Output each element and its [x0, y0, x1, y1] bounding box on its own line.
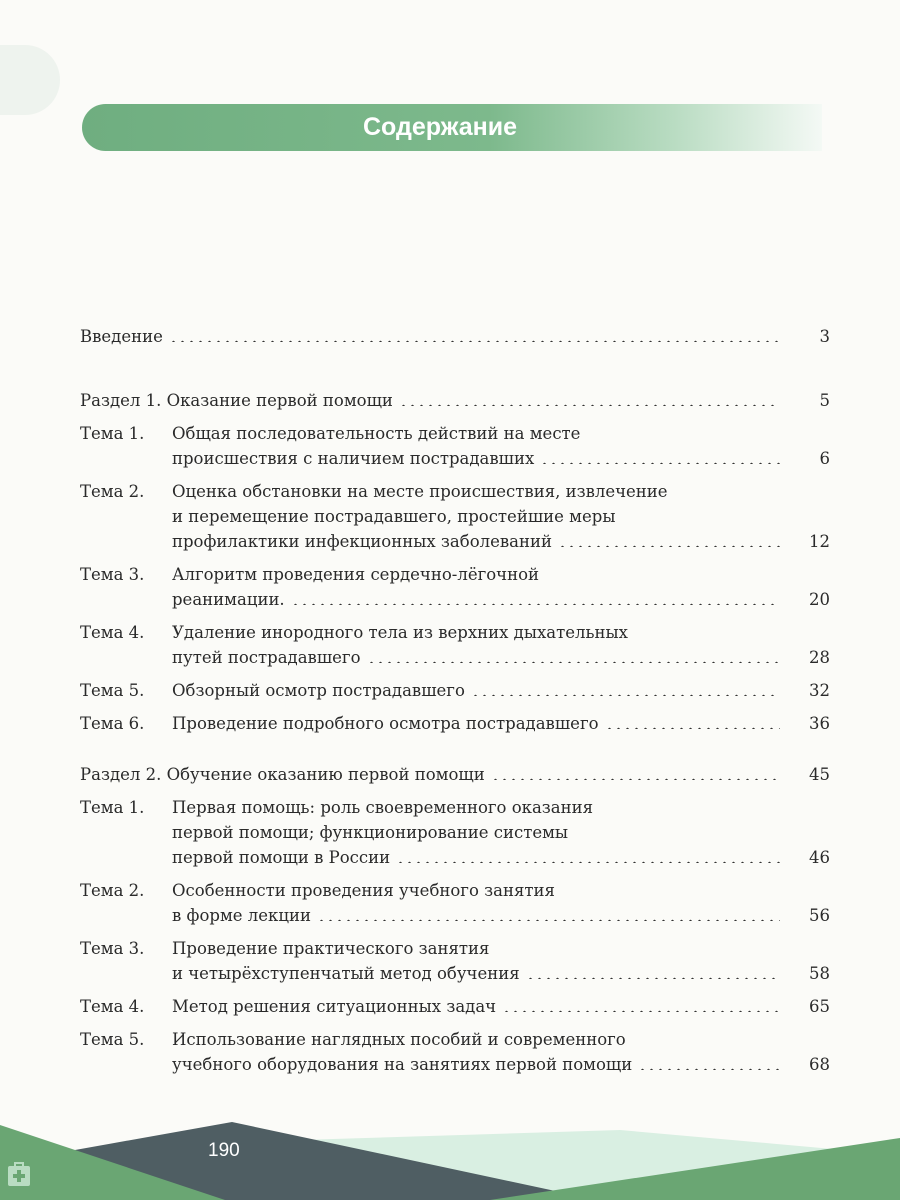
toc-entry-title: и перемещение пострадавшего, простейшие меры [172, 507, 616, 526]
toc-entry [80, 994, 830, 1019]
toc-topic-label: Тема 3. [80, 939, 145, 958]
toc-page-number: 65 [809, 997, 830, 1016]
toc-entry-title: реанимации. [172, 590, 285, 609]
dot-leader [367, 647, 780, 664]
toc-topic-label: Тема 4. [80, 623, 145, 642]
toc-entry-title: Проведение практического занятия [172, 939, 490, 958]
toc-entry-title: Обзорный осмотр пострадавшего [172, 681, 465, 700]
toc-topic-label: Тема 3. [80, 565, 145, 584]
toc-topic-label: Тема 1. [80, 798, 145, 817]
dot-leader [291, 589, 780, 606]
toc-entry [80, 421, 830, 471]
toc-entry [80, 795, 830, 870]
toc-entry-title: и четырёхступенчатый метод обучения [172, 964, 520, 983]
toc-entry-title: Алгоритм проведения сердечно-лёгочной [172, 565, 540, 584]
toc-entry-title: Особенности проведения учебного занятия [172, 881, 555, 900]
toc-entry [80, 678, 830, 703]
toc-page-number: 58 [809, 964, 830, 983]
toc-entry-title: Раздел 2. Обучение оказанию первой помощи [80, 765, 485, 784]
toc-entry-title: происшествия с наличием пострадавших [172, 449, 535, 468]
footer-decoration [0, 1080, 900, 1200]
toc-entry [80, 878, 830, 928]
dot-leader [169, 326, 780, 343]
toc-entry-title: первой помощи в России [172, 848, 391, 867]
toc-entry-title: Проведение подробного осмотра пострадавшего [172, 714, 599, 733]
toc-entry-title: Удаление инородного тела из верхних дыхательных [172, 623, 628, 642]
page-number: 190 [208, 1140, 240, 1161]
toc-page-number: 20 [809, 590, 830, 609]
first-aid-kit-icon [8, 1162, 30, 1186]
toc-topic-label: Тема 4. [80, 997, 145, 1016]
toc-page-number: 36 [809, 714, 830, 733]
toc-entry-title: Оценка обстановки на месте происшествия, извлечение [172, 482, 668, 501]
toc-page-number: 12 [809, 532, 830, 551]
table-of-contents [80, 324, 830, 1085]
toc-page-number: 68 [809, 1055, 830, 1074]
toc-topic-label: Тема 1. [80, 424, 145, 443]
dot-leader [540, 448, 780, 465]
toc-topic-label: Тема 5. [80, 681, 145, 700]
dot-leader [399, 390, 780, 407]
toc-entry [80, 762, 830, 787]
toc-page-number: 45 [809, 765, 830, 784]
toc-topic-label: Тема 6. [80, 714, 145, 733]
dot-leader [558, 531, 780, 548]
toc-entry-title: учебного оборудования на занятиях первой помощи [172, 1055, 633, 1074]
toc-page-number: 32 [809, 681, 830, 700]
toc-entry-title: в форме лекции [172, 906, 311, 925]
toc-entry [80, 324, 830, 349]
toc-entry-title: Раздел 1. Оказание первой помощи [80, 391, 393, 410]
toc-entry-title: Общая последовательность действий на месте [172, 424, 581, 443]
toc-topic-label: Тема 2. [80, 482, 145, 501]
toc-entry [80, 388, 830, 413]
toc-page-number: 6 [819, 449, 830, 468]
toc-page-number: 56 [809, 906, 830, 925]
toc-entry [80, 1027, 830, 1077]
dot-leader [526, 963, 780, 980]
toc-entry [80, 562, 830, 612]
toc-topic-label: Тема 5. [80, 1030, 145, 1049]
toc-entry-title: Использование наглядных пособий и современного [172, 1030, 626, 1049]
toc-page-number: 28 [809, 648, 830, 667]
dot-leader [396, 847, 780, 864]
dot-leader [502, 996, 780, 1013]
toc-entry-title: Первая помощь: роль своевременного оказания [172, 798, 594, 817]
toc-entry-title: профилактики инфекционных заболеваний [172, 532, 552, 551]
toc-entry [80, 479, 830, 554]
toc-entry-title: первой помощи; функционирование системы [172, 823, 569, 842]
toc-entry-title: Метод решения ситуационных задач [172, 997, 497, 1016]
toc-page-number: 5 [819, 391, 830, 410]
toc-entry-title: путей пострадавшего [172, 648, 361, 667]
dot-leader [638, 1054, 780, 1071]
dot-leader [471, 680, 780, 697]
toc-entry [80, 711, 830, 736]
toc-entry-title: Введение [80, 327, 163, 346]
dot-leader [605, 713, 780, 730]
toc-entry [80, 936, 830, 986]
dot-leader [491, 764, 780, 781]
toc-entry [80, 620, 830, 670]
toc-page-number: 3 [819, 327, 830, 346]
page-title: Содержание [362, 113, 518, 141]
toc-page-number: 46 [809, 848, 830, 867]
dot-leader [317, 905, 780, 922]
toc-topic-label: Тема 2. [80, 881, 145, 900]
